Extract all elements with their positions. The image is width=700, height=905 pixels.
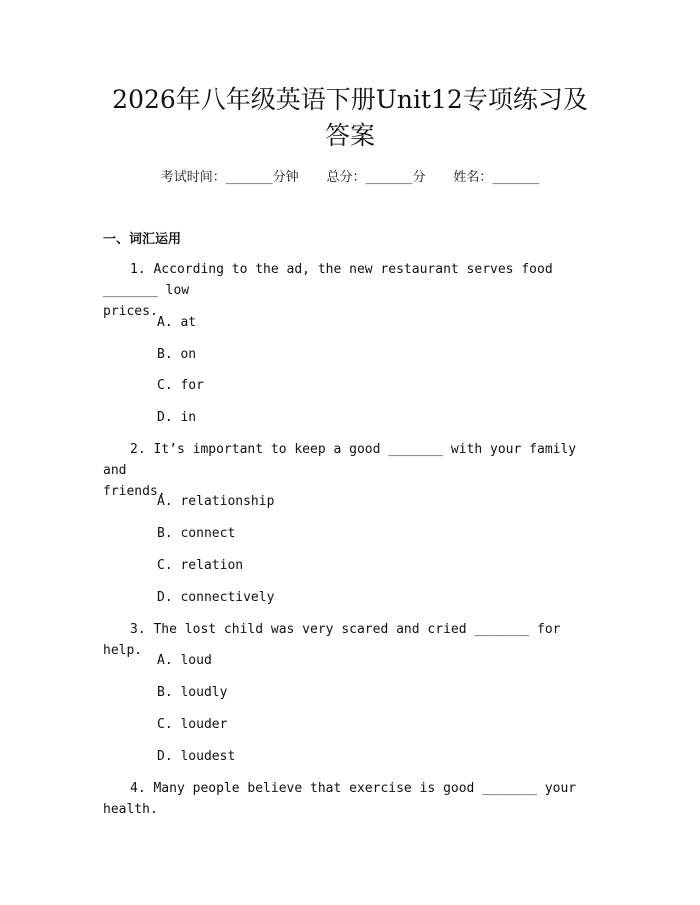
question-1-option-a: A. at (157, 315, 197, 330)
exam-time-field: 考试时间：______分钟 (160, 170, 299, 185)
question-1-option-d: D. in (157, 410, 197, 425)
document-title-line2: 答案 (324, 121, 375, 150)
question-4 (103, 778, 593, 820)
question-1-option-c: C. for (157, 378, 204, 393)
question-2-option-d: D. connectively (157, 590, 275, 605)
question-1-option-b: B. on (157, 347, 197, 362)
question-2-option-c: C. relation (157, 558, 244, 573)
question-3-option-c: C. louder (157, 717, 228, 732)
question-1-text-line2: prices. (103, 304, 158, 319)
question-3-text-line1: 3. The lost child was very scared and cried _______ for help. (103, 622, 569, 658)
total-score-field: 总分：______分 (326, 170, 426, 185)
question-2-option-a: A. relationship (157, 494, 275, 509)
question-3-option-d: D. loudest (157, 749, 236, 764)
section-heading: 一、词汇运用 (103, 232, 182, 247)
question-2-option-b: B. connect (157, 526, 236, 541)
question-3-option-b: B. loudly (157, 685, 228, 700)
question-4-text-line1: 4. Many people believe that exercise is good _______ your health. (103, 781, 584, 817)
question-3-option-a: A. loud (157, 653, 212, 668)
question-1-text-line1: 1. According to the ad, the new restaurant serves food _______ low (103, 262, 561, 298)
student-name-field: 姓名：______ (453, 170, 540, 185)
exam-info-bar (0, 168, 700, 188)
document-title-line1: 2026年八年级英语下册Unit12专项练习及 (112, 85, 588, 114)
question-2-text-line1: 2. It’s important to keep a good _______ with your family and (103, 442, 584, 478)
question-2-text-line2: friends. (103, 484, 166, 499)
